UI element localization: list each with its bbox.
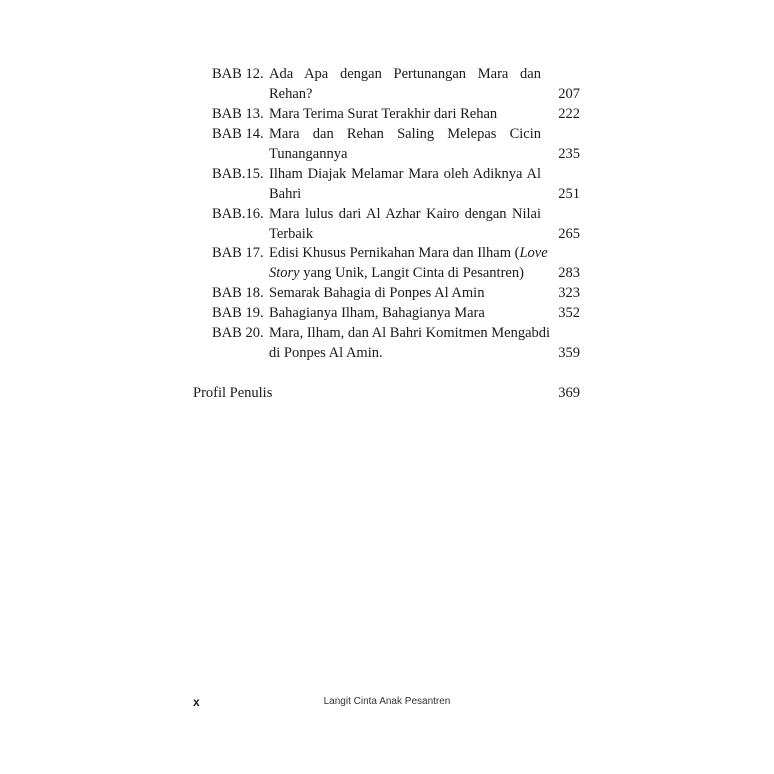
chapter-number: BAB 14. bbox=[212, 126, 264, 142]
toc-entry-bab-12[interactable] bbox=[212, 66, 580, 106]
page-number: 369 bbox=[558, 385, 580, 401]
toc-entry-bab-16[interactable] bbox=[212, 206, 580, 246]
page-number: 235 bbox=[558, 146, 580, 162]
chapter-title-line-1: Mara lulus dari Al Azhar Kairo dengan Nilai bbox=[269, 206, 541, 222]
section-label: Profil Penulis bbox=[193, 385, 273, 401]
page-number: 283 bbox=[558, 265, 580, 281]
chapter-title-line-1: Mara dan Rehan Saling Melepas Cicin bbox=[269, 126, 541, 142]
title-text: Edisi Khusus Pernikahan Mara dan Ilham ( bbox=[269, 245, 520, 261]
toc-entry-bab-20[interactable] bbox=[212, 325, 580, 365]
toc-entry-bab-17[interactable] bbox=[212, 245, 580, 285]
title-italic-text: Love bbox=[519, 245, 548, 261]
chapter-title-line-1: Mara, Ilham, dan Al Bahri Komitmen Mengabdi bbox=[269, 325, 551, 341]
chapter-title-line-1 bbox=[269, 245, 548, 262]
chapter-number: BAB 19. bbox=[212, 305, 264, 321]
folio-page-number: x bbox=[193, 695, 200, 709]
toc-entry-bab-14[interactable] bbox=[212, 126, 580, 166]
chapter-number: BAB.16. bbox=[212, 206, 264, 222]
chapter-title-line-2: Tunangannya bbox=[269, 146, 348, 162]
title-italic-text: Story bbox=[269, 265, 300, 281]
chapter-title-line-2 bbox=[269, 265, 541, 282]
chapter-title-line-1: Ilham Diajak Melamar Mara oleh Adiknya Al bbox=[269, 166, 541, 182]
chapter-title-line-2: di Ponpes Al Amin. bbox=[269, 345, 383, 361]
toc-entry-bab-19[interactable] bbox=[212, 305, 580, 325]
chapter-number: BAB 12. bbox=[212, 66, 264, 82]
toc-entry-profil-penulis[interactable] bbox=[193, 385, 580, 405]
chapter-number: BAB 20. bbox=[212, 325, 264, 341]
page-number: 222 bbox=[558, 106, 580, 122]
toc-entry-bab-13[interactable] bbox=[212, 106, 580, 126]
page-number: 251 bbox=[558, 186, 580, 202]
chapter-title-line-1: Semarak Bahagia di Ponpes Al Amin bbox=[269, 285, 485, 301]
running-footer-title: Langit Cinta Anak Pesantren bbox=[323, 696, 451, 707]
toc-entry-bab-15[interactable] bbox=[212, 166, 580, 206]
chapter-number: BAB 18. bbox=[212, 285, 264, 301]
page-number: 207 bbox=[558, 86, 580, 102]
page-number: 265 bbox=[558, 226, 580, 242]
chapter-number: BAB 17. bbox=[212, 245, 264, 261]
chapter-title-line-2: Bahri bbox=[269, 186, 302, 202]
chapter-title-line-1: Mara Terima Surat Terakhir dari Rehan bbox=[269, 106, 498, 122]
page-number: 352 bbox=[558, 305, 580, 321]
chapter-title-line-1: Bahagianya Ilham, Bahagianya Mara bbox=[269, 305, 485, 321]
page-number: 359 bbox=[558, 345, 580, 361]
title-text: yang Unik, Langit Cinta di Pesantren) bbox=[299, 265, 524, 281]
chapter-title-line-2: Terbaik bbox=[269, 226, 314, 242]
chapter-title-line-2: Rehan? bbox=[269, 86, 313, 102]
chapter-number: BAB.15. bbox=[212, 166, 264, 182]
chapter-title-line-1: Ada Apa dengan Pertunangan Mara dan bbox=[269, 66, 541, 82]
chapter-number: BAB 13. bbox=[212, 106, 264, 122]
page-number: 323 bbox=[558, 285, 580, 301]
toc-entry-bab-18[interactable] bbox=[212, 285, 580, 305]
